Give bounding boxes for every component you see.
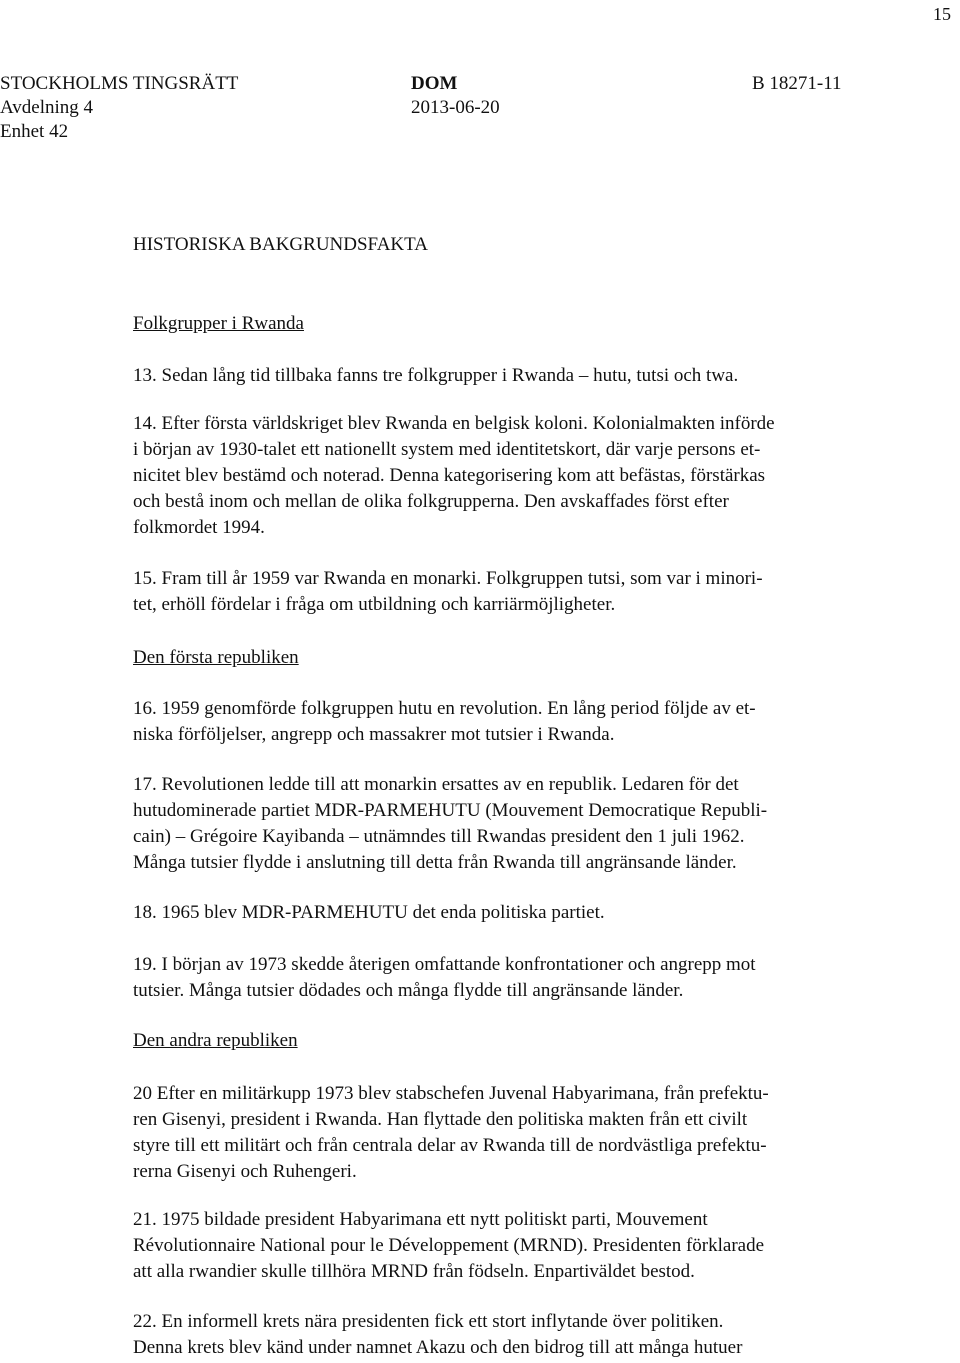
paragraph-line: 18. 1965 blev MDR-PARMEHUTU det enda politiska partiet.: [133, 902, 605, 923]
page-number: 15: [933, 4, 951, 24]
document-type: DOM: [411, 73, 458, 94]
heading-folkgrupper: Folkgrupper i Rwanda: [133, 313, 304, 334]
paragraph-line: 16. 1959 genomförde folkgruppen hutu en revolution. En lång period följde av et-: [133, 698, 756, 719]
paragraph-line: nicitet blev bestämd och noterad. Denna kategorisering kom att befästas, förstärkas: [133, 465, 766, 486]
paragraph-line: 19. I början av 1973 skedde återigen omfattande konfrontationer och angrepp mot: [133, 954, 756, 975]
paragraph-22: [133, 1309, 742, 1361]
paragraph-line: 21. 1975 bildade president Habyarimana ett nytt politiskt parti, Mouvement: [133, 1209, 708, 1230]
paragraph-line: 22. En informell krets nära presidenten fick ett stort inflytande över politiken.: [133, 1311, 724, 1332]
paragraph-line: hutudominerade partiet MDR-PARMEHUTU (Mouvement Democratique Republi-: [133, 800, 768, 821]
paragraph-line: att alla rwandier skulle tillhöra MRND från födseln. Enpartiväldet bestod.: [133, 1261, 695, 1282]
section-title: HISTORISKA BAKGRUNDSFAKTA: [133, 234, 428, 255]
department: Avdelning 4: [0, 97, 94, 118]
paragraph-line: Denna krets blev känd under namnet Akazu och den bidrog till att många hutuer: [133, 1337, 743, 1358]
document-date: 2013-06-20: [411, 97, 500, 118]
paragraph-line: niska förföljelser, angrepp och massakrer mot tutsier i Rwanda.: [133, 724, 615, 745]
paragraph-line: 15. Fram till år 1959 var Rwanda en monarki. Folkgruppen tutsi, som var i minori-: [133, 568, 763, 589]
paragraph-line: tutsier. Många tutsier dödades och många flydde till angränsande länder.: [133, 980, 684, 1001]
paragraph-14: [133, 411, 775, 541]
paragraph-17: [133, 772, 767, 876]
paragraph-line: 20 Efter en militärkupp 1973 blev stabschefen Juvenal Habyarimana, från prefektu-: [133, 1083, 769, 1104]
paragraph-13: [133, 363, 738, 389]
paragraph-18: [133, 900, 605, 926]
paragraph-line: ren Gisenyi, president i Rwanda. Han flyttade den politiska makten från ett civilt: [133, 1109, 748, 1130]
paragraph-line: i början av 1930-talet ett nationellt system med identitetskort, där varje persons et-: [133, 439, 761, 460]
paragraph-line: tet, erhöll fördelar i fråga om utbildning och karriärmöjligheter.: [133, 594, 616, 615]
paragraph-line: och bestå inom och mellan de olika folkgrupperna. Den avskaffades först efter: [133, 491, 729, 512]
court-name: STOCKHOLMS TINGSRÄTT: [0, 73, 239, 94]
heading-andra-republiken: Den andra republiken: [133, 1030, 298, 1051]
heading-forsta-republiken: Den första republiken: [133, 647, 299, 668]
paragraph-line: 17. Revolutionen ledde till att monarkin ersattes av en republik. Ledaren för det: [133, 774, 739, 795]
paragraph-line: 13. Sedan lång tid tillbaka fanns tre folkgrupper i Rwanda – hutu, tutsi och twa.: [133, 365, 739, 386]
paragraph-20: [133, 1081, 769, 1185]
paragraph-line: 14. Efter första världskriget blev Rwanda en belgisk koloni. Kolonialmakten införde: [133, 413, 775, 434]
paragraph-line: Många tutsier flydde i anslutning till detta från Rwanda till angränsande länder.: [133, 852, 737, 873]
paragraph-line: folkmordet 1994.: [133, 517, 265, 538]
paragraph-line: Révolutionnaire National pour le Développement (MRND). Presidenten förklarade: [133, 1235, 765, 1256]
paragraph-21: [133, 1207, 764, 1285]
paragraph-line: cain) – Grégoire Kayibanda – utnämndes till Rwandas president den 1 juli 1962.: [133, 826, 745, 847]
unit: Enhet 42: [0, 121, 69, 142]
paragraph-line: rerna Gisenyi och Ruhengeri.: [133, 1161, 357, 1182]
case-number: B 18271-11: [752, 73, 842, 94]
paragraph-line: styre till ett militärt och från centrala delar av Rwanda till de nordvästliga prefektu-: [133, 1135, 767, 1156]
paragraph-15: [133, 566, 763, 618]
paragraph-19: [133, 952, 756, 1004]
paragraph-16: [133, 696, 756, 748]
